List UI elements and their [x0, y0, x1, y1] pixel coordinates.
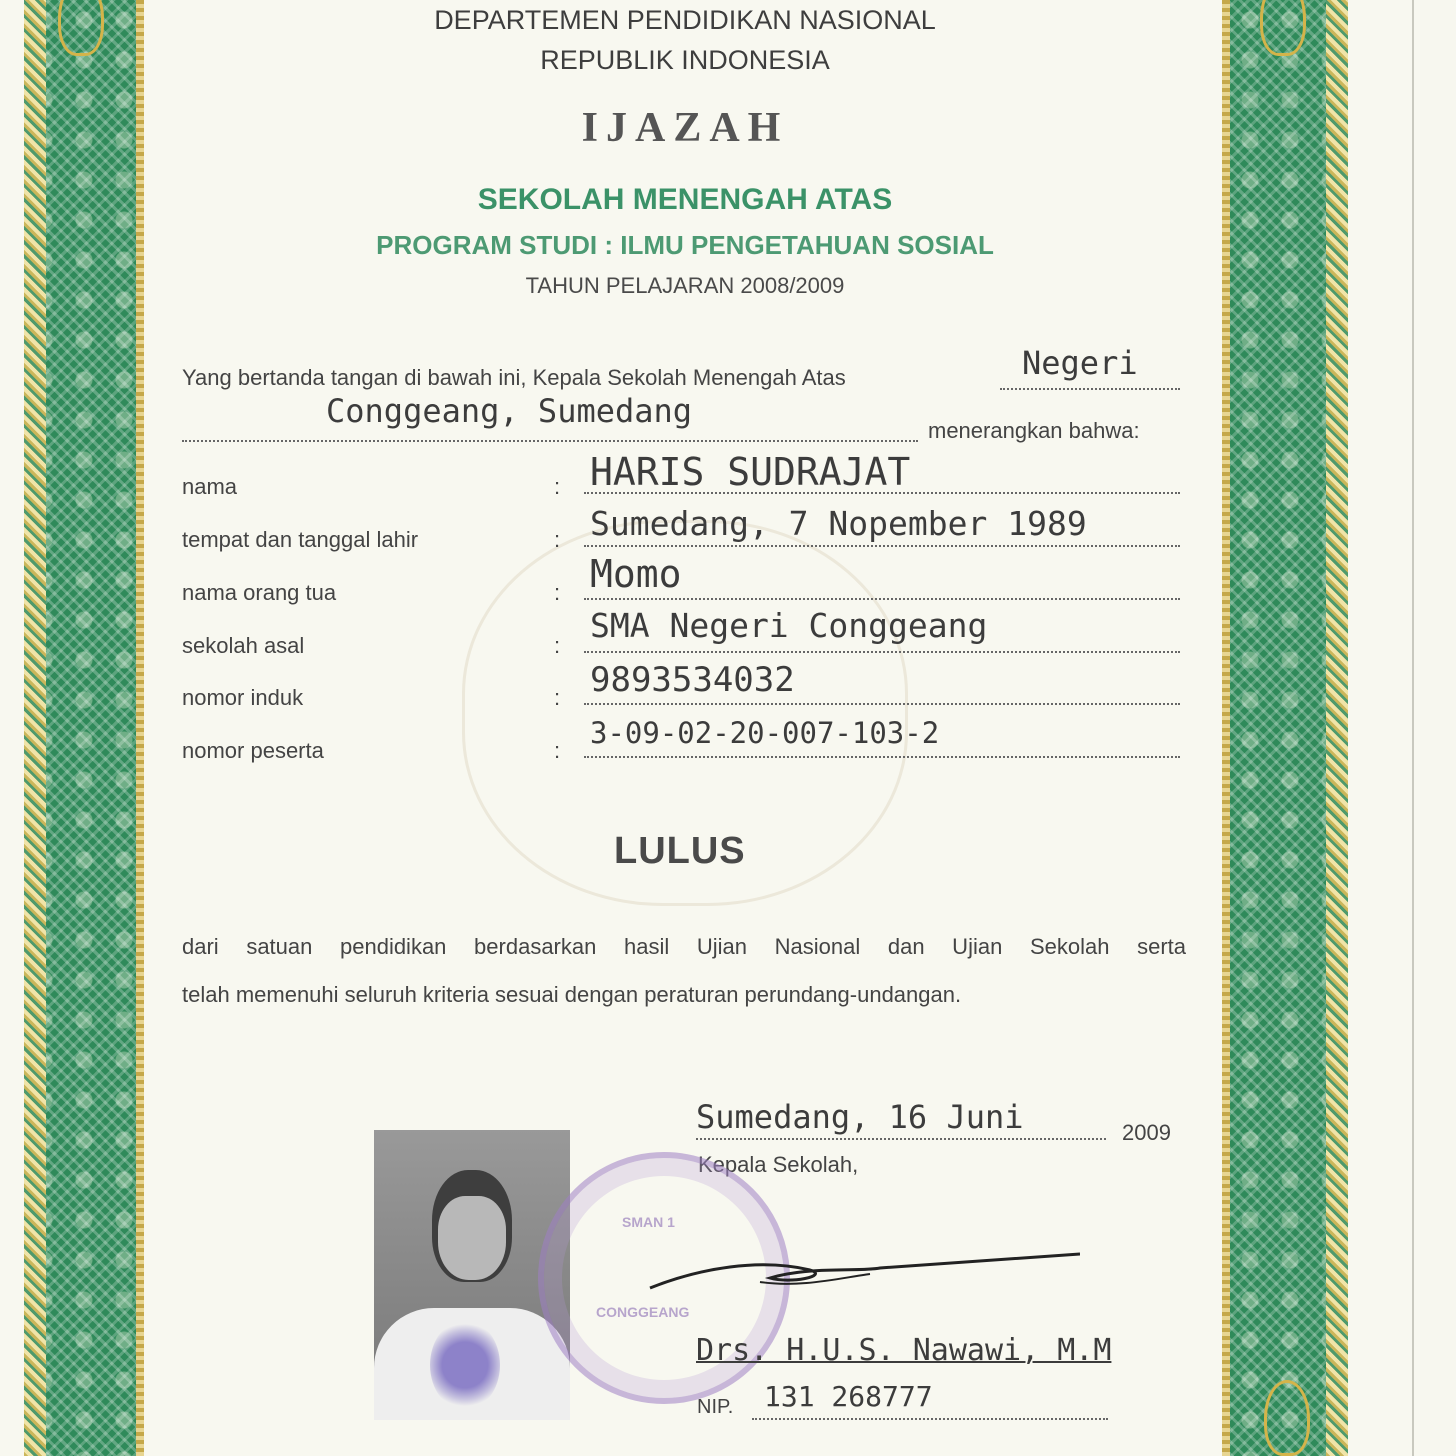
- intro-tail: menerangkan bahwa:: [928, 418, 1140, 443]
- ministry-line-2: REPUBLIK INDONESIA: [540, 45, 830, 75]
- place-date-handwritten: Sumedang, 16 Juni: [696, 1098, 1024, 1136]
- field-label-birth: tempat dan tanggal lahir: [182, 527, 419, 552]
- stamp-line-1: SMAN 1: [622, 1214, 675, 1230]
- field-colon: :: [554, 474, 561, 499]
- field-value-name: HARIS SUDRAJAT: [590, 450, 911, 494]
- field-value-exam-number: 3-09-02-20-007-103-2: [590, 716, 940, 750]
- result-status: LULUS: [614, 830, 746, 872]
- field-label-student-number: nomor induk: [182, 685, 304, 710]
- corner-ornament-icon: [1264, 1380, 1310, 1456]
- field-value-parent: Momo: [590, 552, 682, 596]
- field-colon: :: [554, 685, 561, 710]
- field-value-student-number: 9893534032: [590, 660, 795, 700]
- signature-year: 2009: [1122, 1120, 1171, 1145]
- field-label-origin-school: sekolah asal: [182, 633, 305, 658]
- school-status-handwritten: Negeri: [1022, 344, 1138, 382]
- right-border-gold-trim: [1222, 0, 1230, 1456]
- field-label-parent: nama orang tua: [182, 580, 337, 605]
- field-value-origin-school: SMA Negeri Conggeang: [590, 606, 988, 645]
- field-label-exam-number: nomor peserta: [182, 738, 324, 763]
- document-title: IJAZAH: [581, 105, 789, 151]
- principal-name: Drs. H.U.S. Nawawi, M.M: [696, 1333, 1112, 1368]
- nip-label: NIP.: [697, 1396, 734, 1418]
- field-colon: :: [554, 633, 561, 658]
- academic-year: TAHUN PELAJARAN 2008/2009: [525, 273, 845, 298]
- ministry-heading: [0, 0, 1370, 80]
- left-border-stripe: [24, 0, 46, 1456]
- right-border-stripe: [1326, 0, 1348, 1456]
- principal-title: Kepala Sekolah,: [698, 1152, 859, 1177]
- field-colon: :: [554, 580, 561, 605]
- stamp-line-2: CONGGEANG: [596, 1304, 690, 1320]
- study-program: PROGRAM STUDI : ILMU PENGETAHUAN SOSIAL: [376, 230, 994, 260]
- field-colon: :: [554, 738, 561, 763]
- thumbprint: [430, 1320, 500, 1410]
- school-location-handwritten: Conggeang, Sumedang: [326, 392, 693, 430]
- ministry-line-1: DEPARTEMEN PENDIDIKAN NASIONAL: [434, 5, 936, 35]
- intro-text: Yang bertanda tangan di bawah ini, Kepala Sekolah Menengah Atas: [182, 365, 846, 390]
- nip-value-handwritten: 131 268777: [764, 1380, 933, 1413]
- signature-scribble: [640, 1248, 1080, 1298]
- photo-face: [438, 1196, 506, 1280]
- field-colon: :: [554, 527, 561, 552]
- field-value-birth: Sumedang, 7 Nopember 1989: [590, 504, 1087, 543]
- body-line-1: dari satuan pendidikan berdasarkan hasil Ujian Nasional dan Ujian Sekolah serta: [182, 934, 1186, 959]
- page-edge: [1412, 0, 1414, 1456]
- field-label-name: nama: [182, 474, 238, 499]
- body-line-2: telah memenuhi seluruh kriteria sesuai dengan peraturan perundang-undangan.: [182, 982, 962, 1007]
- school-type: SEKOLAH MENENGAH ATAS: [477, 183, 893, 216]
- left-border-gold-trim: [136, 0, 144, 1456]
